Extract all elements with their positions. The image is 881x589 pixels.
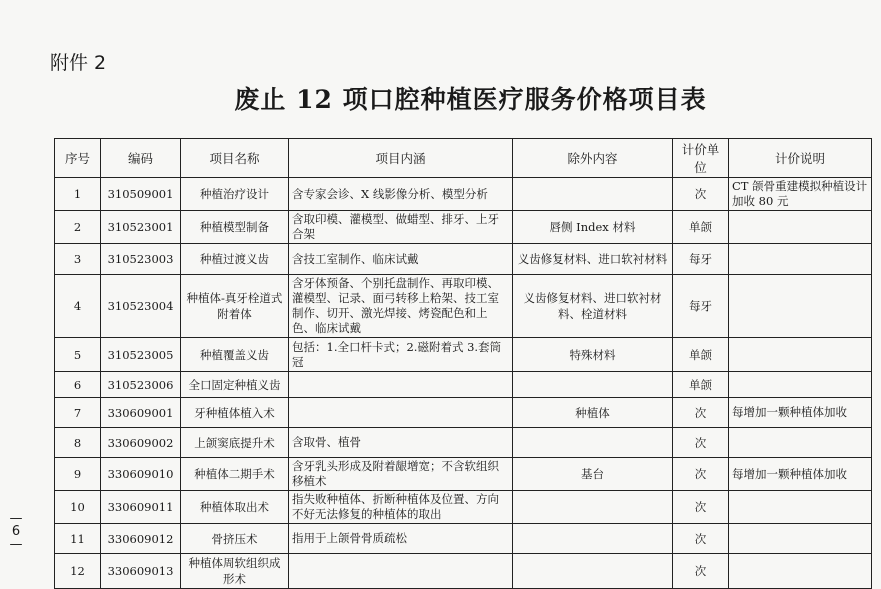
cell-exclusion — [513, 524, 673, 554]
table-row — [55, 178, 872, 211]
header-note: 计价说明 — [729, 139, 872, 178]
cell-note — [729, 338, 872, 372]
table-header-row — [55, 139, 872, 178]
cell-no: 4 — [55, 275, 101, 338]
cell-name: 上颌窦底提升术 — [181, 428, 289, 458]
table-row — [55, 338, 872, 372]
attachment-label: 附件 2 — [50, 52, 107, 74]
header-no: 序号 — [55, 139, 101, 178]
cell-no: 10 — [55, 491, 101, 524]
table-row — [55, 524, 872, 554]
cell-exclusion — [513, 491, 673, 524]
header-exclusion: 除外内容 — [513, 139, 673, 178]
cell-content — [289, 554, 513, 589]
cell-content: 含取印模、灌模型、做蜡型、排牙、上牙合架 — [289, 211, 513, 244]
cell-code: 330609013 — [101, 554, 181, 589]
page-title: 废止 12 项口腔种植医疗服务价格项目表 — [234, 85, 707, 114]
cell-code: 330609002 — [101, 428, 181, 458]
cell-name: 牙种植体植入术 — [181, 398, 289, 428]
cell-unit: 次 — [673, 398, 729, 428]
cell-name: 全口固定种植义齿 — [181, 372, 289, 398]
cell-name: 种植过渡义齿 — [181, 244, 289, 275]
table-row — [55, 244, 872, 275]
cell-content: 含技工室制作、临床试戴 — [289, 244, 513, 275]
cell-note — [729, 491, 872, 524]
cell-content: 指失败种植体、折断种植体及位置、方向不好无法修复的种植体的取出 — [289, 491, 513, 524]
cell-name: 种植治疗设计 — [181, 178, 289, 211]
cell-exclusion: 义齿修复材料、进口软衬材料 — [513, 244, 673, 275]
cell-content — [289, 398, 513, 428]
cell-no: 11 — [55, 524, 101, 554]
cell-note — [729, 244, 872, 275]
cell-unit: 每牙 — [673, 275, 729, 338]
cell-code: 310523006 — [101, 372, 181, 398]
cell-code: 310509001 — [101, 178, 181, 211]
price-items-table — [54, 138, 872, 589]
table-row — [55, 428, 872, 458]
cell-note — [729, 524, 872, 554]
cell-content: 指用于上颌骨骨质疏松 — [289, 524, 513, 554]
cell-note: 每增加一颗种植体加收 — [729, 458, 872, 491]
cell-name: 种植模型制备 — [181, 211, 289, 244]
header-name: 项目名称 — [181, 139, 289, 178]
cell-no: 6 — [55, 372, 101, 398]
cell-unit: 次 — [673, 458, 729, 491]
cell-unit: 次 — [673, 554, 729, 589]
table-row — [55, 458, 872, 491]
cell-unit: 次 — [673, 178, 729, 211]
cell-no: 5 — [55, 338, 101, 372]
cell-exclusion: 种植体 — [513, 398, 673, 428]
cell-name: 种植覆盖义齿 — [181, 338, 289, 372]
table-row — [55, 554, 872, 589]
cell-note: CT 颌骨重建模拟种植设计加收 80 元 — [729, 178, 872, 211]
cell-note — [729, 211, 872, 244]
cell-name: 种植体周软组织成形术 — [181, 554, 289, 589]
cell-content: 含专家会诊、X 线影像分析、模型分析 — [289, 178, 513, 211]
cell-exclusion: 唇侧 Index 材料 — [513, 211, 673, 244]
cell-exclusion: 特殊材料 — [513, 338, 673, 372]
cell-code: 310523001 — [101, 211, 181, 244]
cell-content: 含牙体预备、个别托盘制作、再取印模、灌模型、记录、面弓转移上粭架、技工室制作、切开、激光焊接、烤瓷配色和上色、临床试戴 — [289, 275, 513, 338]
cell-name: 种植体取出术 — [181, 491, 289, 524]
cell-unit: 次 — [673, 491, 729, 524]
header-code: 编码 — [101, 139, 181, 178]
cell-unit: 次 — [673, 524, 729, 554]
cell-note — [729, 275, 872, 338]
cell-no: 7 — [55, 398, 101, 428]
table-row — [55, 372, 872, 398]
cell-content — [289, 372, 513, 398]
cell-note — [729, 428, 872, 458]
cell-no: 12 — [55, 554, 101, 589]
cell-name: 骨挤压术 — [181, 524, 289, 554]
cell-unit: 单颌 — [673, 338, 729, 372]
cell-no: 1 — [55, 178, 101, 211]
cell-note — [729, 372, 872, 398]
cell-exclusion: 基台 — [513, 458, 673, 491]
cell-no: 2 — [55, 211, 101, 244]
cell-exclusion — [513, 428, 673, 458]
cell-code: 330609011 — [101, 491, 181, 524]
cell-name: 种植体二期手术 — [181, 458, 289, 491]
cell-content: 含牙乳头形成及附着龈增宽；不含软组织移植术 — [289, 458, 513, 491]
cell-code: 330609012 — [101, 524, 181, 554]
cell-unit: 单颌 — [673, 372, 729, 398]
cell-code: 310523003 — [101, 244, 181, 275]
cell-unit: 次 — [673, 428, 729, 458]
cell-code: 310523005 — [101, 338, 181, 372]
page-number: — 6 — — [9, 511, 23, 552]
cell-unit: 每牙 — [673, 244, 729, 275]
cell-exclusion — [513, 554, 673, 589]
cell-code: 330609010 — [101, 458, 181, 491]
cell-exclusion — [513, 372, 673, 398]
header-unit: 计价单位 — [673, 139, 729, 178]
header-content: 项目内涵 — [289, 139, 513, 178]
cell-content: 含取骨、植骨 — [289, 428, 513, 458]
table-row — [55, 275, 872, 338]
cell-code: 310523004 — [101, 275, 181, 338]
cell-content: 包括：1.全口杆卡式；2.磁附着式 3.套筒冠 — [289, 338, 513, 372]
cell-no: 9 — [55, 458, 101, 491]
cell-exclusion — [513, 178, 673, 211]
cell-exclusion: 义齿修复材料、进口软衬材料、栓道材料 — [513, 275, 673, 338]
cell-no: 8 — [55, 428, 101, 458]
cell-note — [729, 554, 872, 589]
cell-unit: 单颌 — [673, 211, 729, 244]
table-row — [55, 398, 872, 428]
table-row — [55, 491, 872, 524]
cell-code: 330609001 — [101, 398, 181, 428]
cell-note: 每增加一颗种植体加收 — [729, 398, 872, 428]
cell-name: 种植体-真牙栓道式附着体 — [181, 275, 289, 338]
cell-no: 3 — [55, 244, 101, 275]
table-row — [55, 211, 872, 244]
